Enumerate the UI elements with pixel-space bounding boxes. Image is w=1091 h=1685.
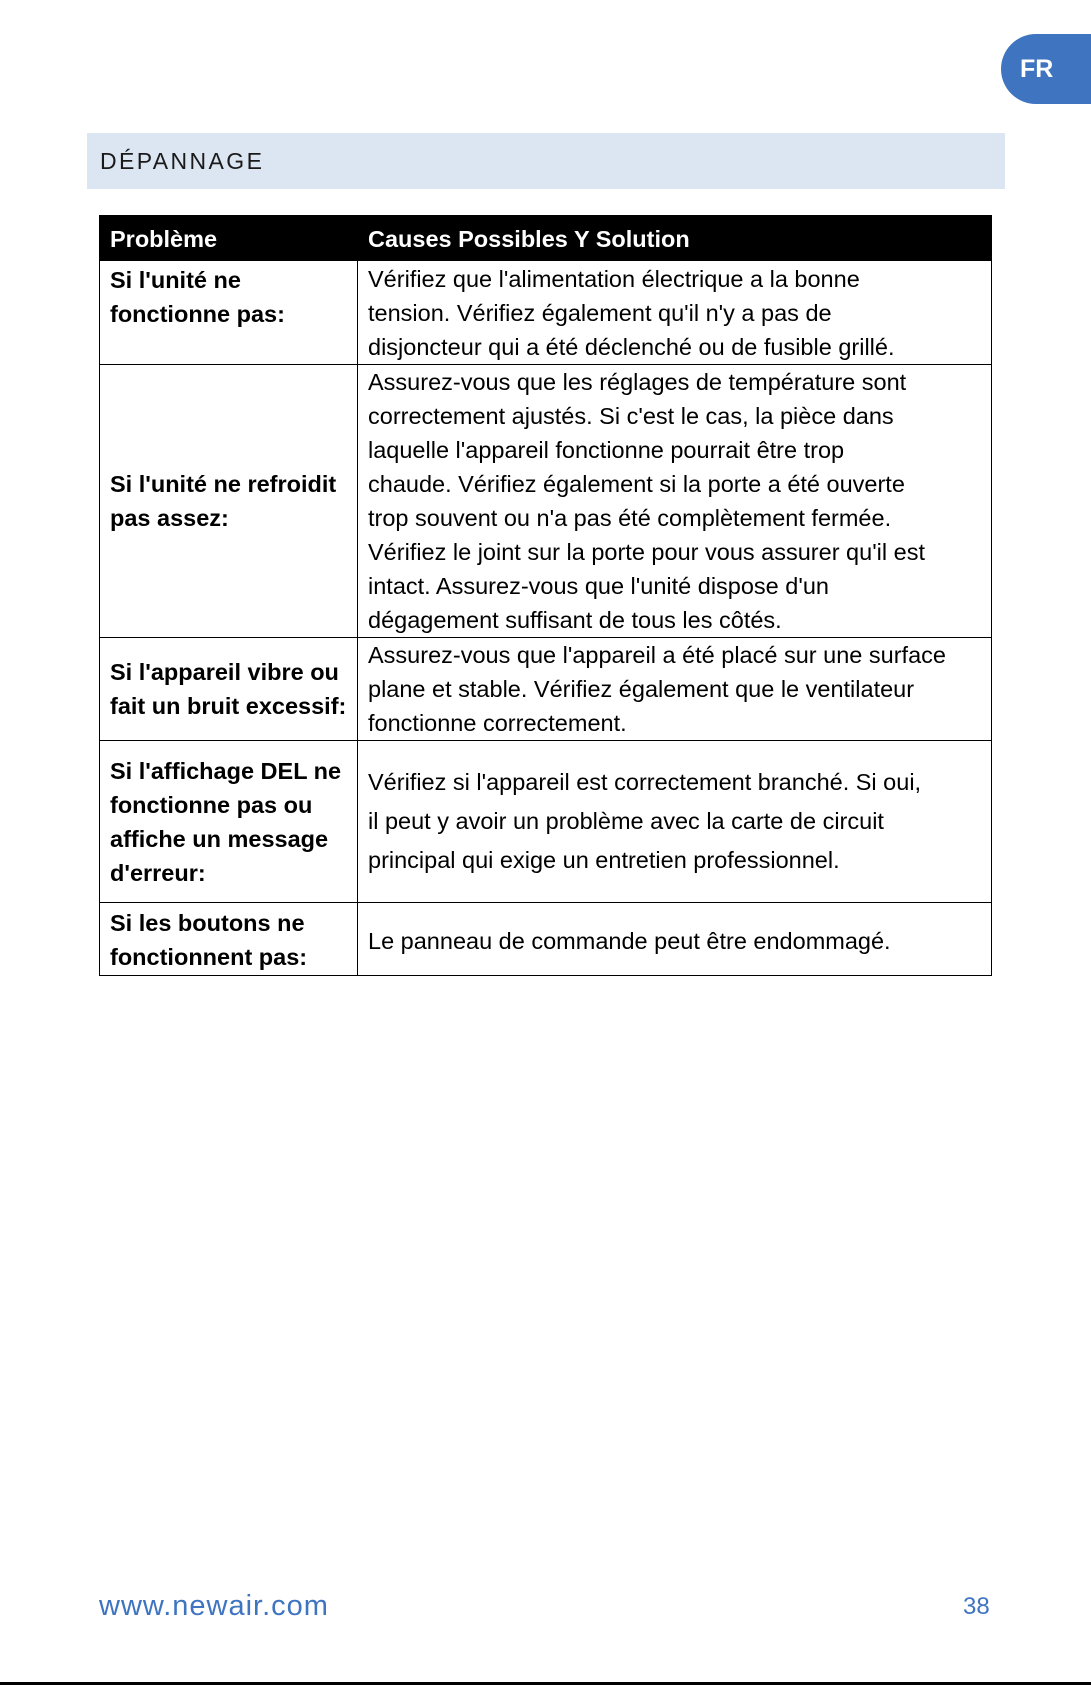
table-header-row xyxy=(100,216,992,261)
column-header-solution: Causes Possibles Y Solution xyxy=(358,216,992,261)
solution-cell: Vérifiez si l'appareil est correctement branché. Si oui, il peut y avoir un problème avec la carte de circuit principal qui exige un entretien professionnel. xyxy=(358,741,992,903)
problem-cell: Si l'appareil vibre ou fait un bruit excessif: xyxy=(100,638,358,741)
page-number: 38 xyxy=(963,1593,990,1620)
solution-cell: Assurez-vous que les réglages de température sont correctement ajustés. Si c'est le cas, la pièce dans laquelle l'appareil fonctionne pourrait être trop chaude. Vérifiez également si la porte a été ouverte trop souvent ou n'a pas été complètement fermée. Vérifiez le joint sur la porte pour vous assurer qu'il est intact. Assurez-vous que l'unité dispose d'un dégagement suffisant de tous les côtés. xyxy=(358,365,992,638)
table-row xyxy=(100,741,992,903)
problem-cell: Si l'unité ne refroidit pas assez: xyxy=(100,365,358,638)
solution-cell: Le panneau de commande peut être endommagé. xyxy=(358,903,992,976)
section-title: DÉPANNAGE xyxy=(87,133,1005,189)
table-row xyxy=(100,903,992,976)
table-row xyxy=(100,261,992,365)
troubleshooting-table xyxy=(99,215,992,976)
problem-cell: Si les boutons ne fonctionnent pas: xyxy=(100,903,358,976)
footer-website-link[interactable]: www.newair.com xyxy=(99,1590,329,1622)
language-tab: FR xyxy=(1001,34,1091,104)
problem-cell: Si l'unité ne fonctionne pas: xyxy=(100,261,358,365)
table-row xyxy=(100,638,992,741)
table-row xyxy=(100,365,992,638)
solution-cell: Assurez-vous que l'appareil a été placé sur une surface plane et stable. Vérifiez également que le ventilateur fonctionne correctement. xyxy=(358,638,992,741)
problem-cell: Si l'affichage DEL ne fonctionne pas ou affiche un message d'erreur: xyxy=(100,741,358,903)
solution-cell: Vérifiez que l'alimentation électrique a la bonne tension. Vérifiez également qu'il n'y a pas de disjoncteur qui a été déclenché ou de fusible grillé. xyxy=(358,261,992,365)
column-header-problem: Problème xyxy=(100,216,358,261)
